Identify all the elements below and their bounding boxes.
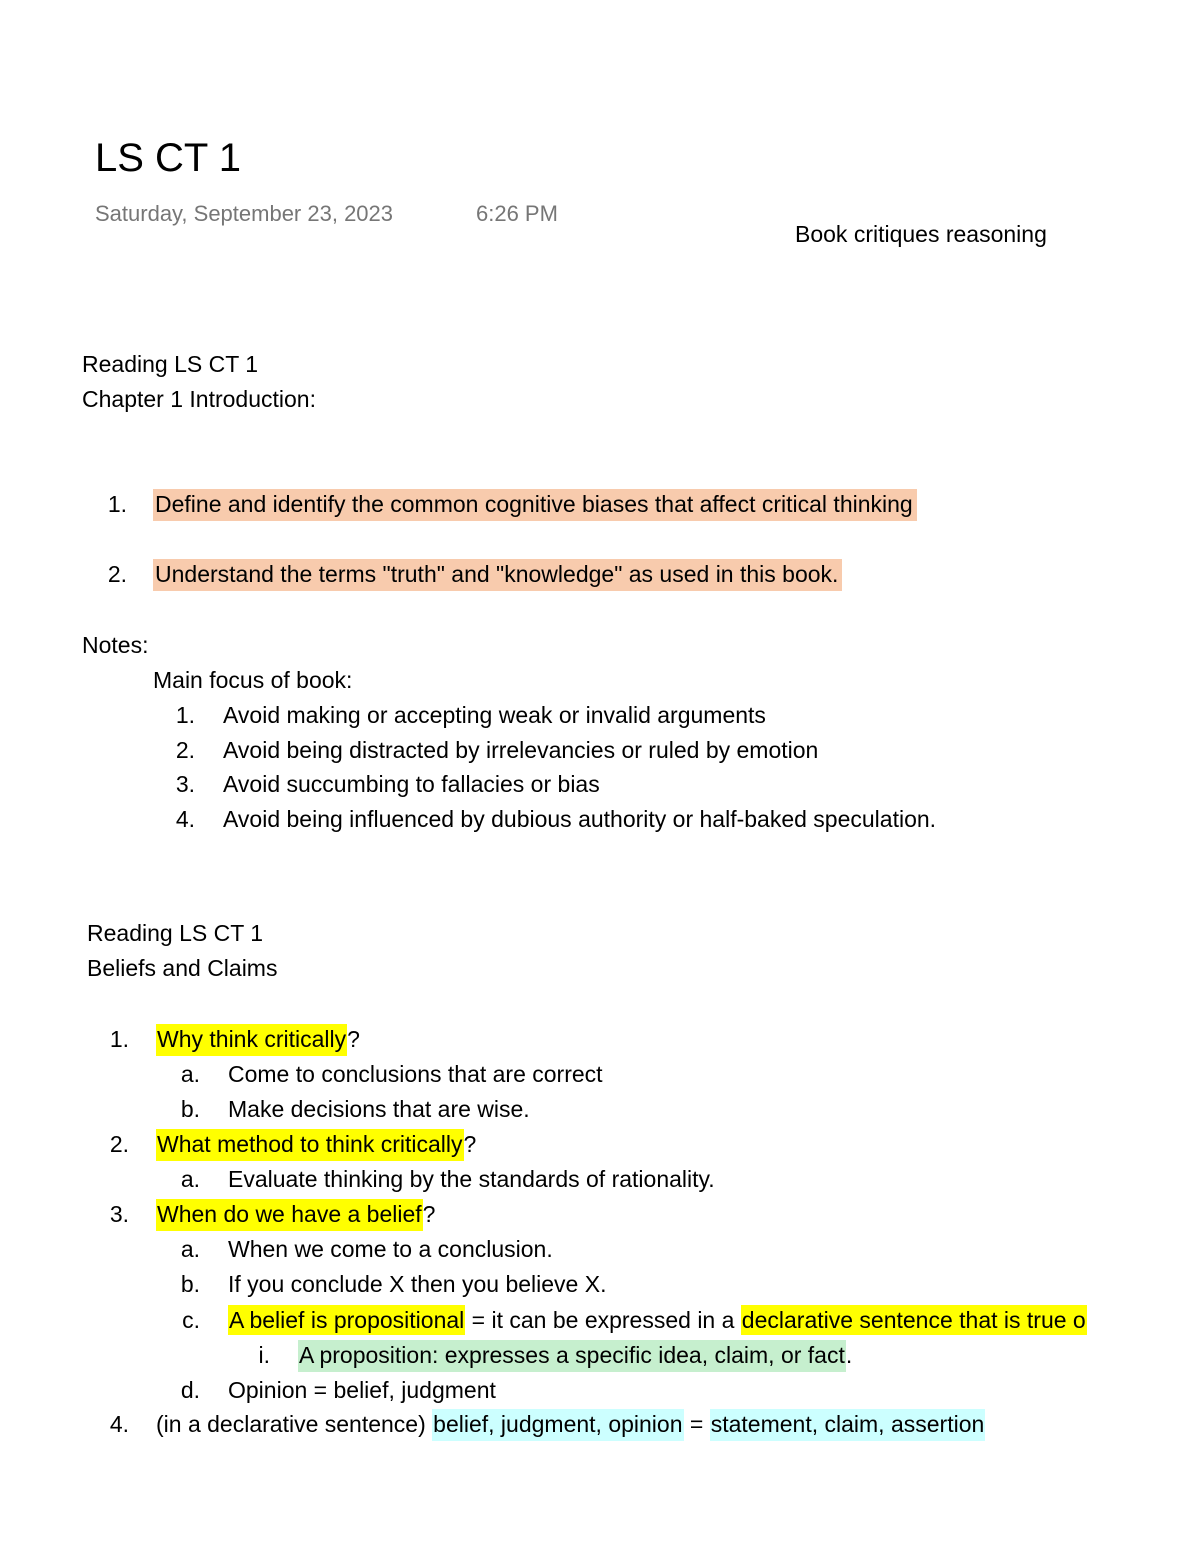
subitem-text: Evaluate thinking by the standards of rationality.: [228, 1166, 715, 1192]
subsubitem-text: [298, 1340, 852, 1370]
statement-prefix: (in a declarative sentence): [156, 1411, 433, 1437]
question-item: [156, 1199, 435, 1229]
question-highlight: Why think critically: [156, 1024, 347, 1056]
subitem-letter: d.: [180, 1377, 200, 1403]
question-number: 1.: [109, 1026, 129, 1052]
subitem-letter: b.: [180, 1096, 200, 1122]
focus-item: Avoid being influenced by dubious authority or half-baked speculation.: [223, 806, 937, 832]
focus-number: 1.: [175, 702, 195, 728]
section2-heading: Reading LS CT 1: [87, 920, 264, 946]
definition-middle: = it can be expressed in a: [465, 1307, 741, 1333]
subitem-letter: a.: [180, 1236, 200, 1262]
objective-item: [153, 489, 917, 519]
subitem-text: Come to conclusions that are correct: [228, 1061, 603, 1087]
question-item: [156, 1129, 476, 1159]
question-item: [156, 1024, 360, 1054]
page-title: LS CT 1: [95, 136, 241, 180]
subitem-text: If you conclude X then you believe X.: [228, 1271, 607, 1297]
section1-heading: Reading LS CT 1: [82, 351, 259, 377]
focus-item: Avoid succumbing to fallacies or bias: [223, 771, 600, 797]
objective-number: 2.: [107, 561, 127, 587]
synonym-highlight: statement, claim, assertion: [710, 1409, 986, 1441]
focus-item: Avoid being distracted by irrelevancies or ruled by emotion: [223, 737, 819, 763]
subitem-text: Opinion = belief, judgment: [228, 1377, 496, 1403]
question-number: 4.: [109, 1411, 129, 1437]
side-note: Book critiques reasoning: [795, 221, 1047, 247]
definition-highlight: A belief is propositional: [228, 1305, 465, 1335]
section2-subheading: Beliefs and Claims: [87, 955, 278, 981]
subitem-letter: b.: [180, 1271, 200, 1297]
page-date: Saturday, September 23, 2023: [95, 201, 394, 226]
subitem-letter: c.: [182, 1307, 200, 1333]
focus-label: Main focus of book:: [153, 667, 353, 693]
question-highlight: When do we have a belief: [156, 1199, 423, 1231]
equals-sign: =: [683, 1411, 710, 1437]
question-number: 2.: [109, 1131, 129, 1157]
question-highlight: What method to think critically: [156, 1129, 464, 1161]
objective-item: [153, 559, 842, 589]
proposition-highlight: A proposition: expresses a specific idea, claim, or fact: [298, 1340, 846, 1372]
subsubitem-numeral: i.: [258, 1342, 270, 1368]
page-time: 6:26 PM: [476, 201, 558, 226]
notes-label: Notes:: [82, 632, 149, 658]
question-mark: ?: [463, 1131, 477, 1157]
objective-text: Define and identify the common cognitive biases that affect critical thinking: [153, 489, 917, 521]
focus-number: 2.: [175, 737, 195, 763]
focus-number: 3.: [175, 771, 195, 797]
synonym-highlight: belief, judgment, opinion: [432, 1409, 683, 1441]
section1-subheading: Chapter 1 Introduction:: [82, 386, 316, 412]
proposition-period: .: [845, 1342, 853, 1368]
definition-highlight: declarative sentence that is true o: [741, 1305, 1087, 1335]
focus-number: 4.: [175, 806, 195, 832]
subitem-letter: a.: [180, 1166, 200, 1192]
subitem-text: Make decisions that are wise.: [228, 1096, 530, 1122]
question-mark: ?: [347, 1026, 360, 1052]
objective-text: Understand the terms "truth" and "knowledge" as used in this book.: [153, 559, 842, 591]
objective-number: 1.: [107, 491, 127, 517]
subitem-text: When we come to a conclusion.: [228, 1236, 553, 1262]
subitem-letter: a.: [180, 1061, 200, 1087]
question-item: [156, 1409, 985, 1439]
question-mark: ?: [422, 1201, 436, 1227]
subitem-text: [228, 1305, 1200, 1335]
question-number: 3.: [109, 1201, 129, 1227]
focus-item: Avoid making or accepting weak or invalid arguments: [223, 702, 766, 728]
